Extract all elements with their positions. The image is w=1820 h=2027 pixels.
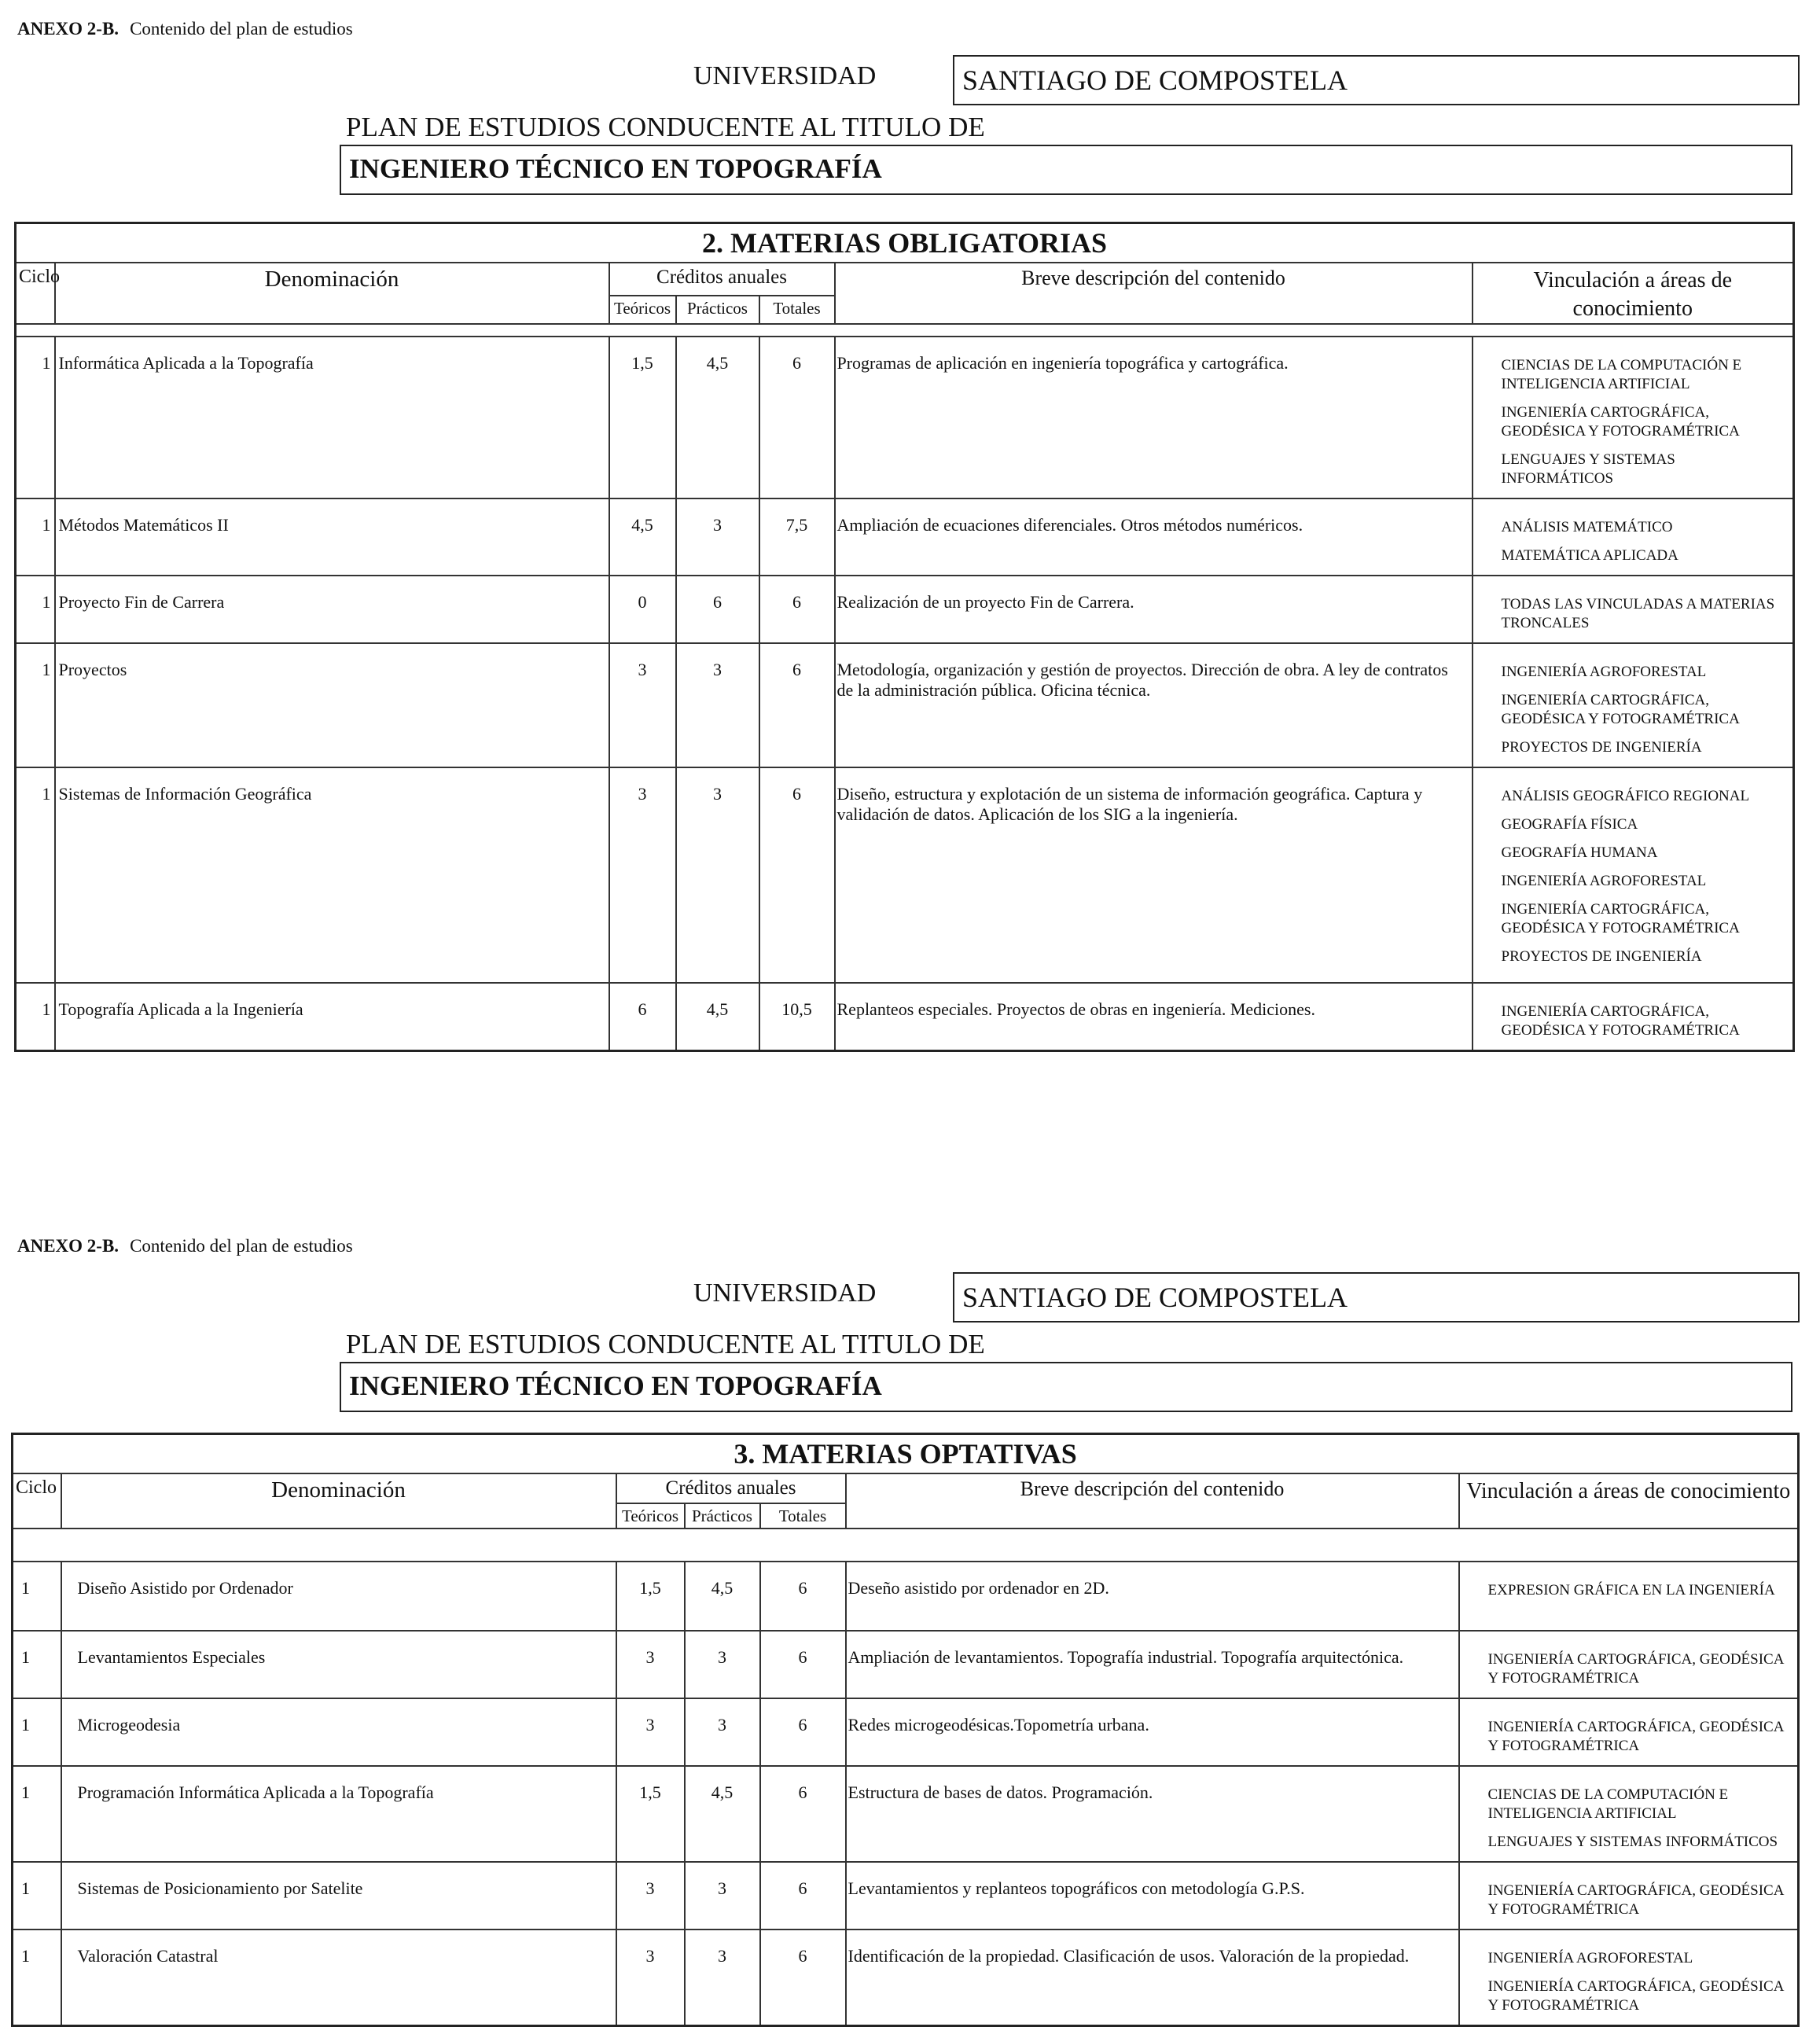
- cell-breve: Levantamientos y replanteos topográficos con metodología G.P.S.: [846, 1862, 1459, 1930]
- header-ciclo: Ciclo: [16, 263, 55, 324]
- anexo-heading: [17, 19, 353, 39]
- cell-practicos: 3: [676, 498, 759, 576]
- cell-practicos: 4,5: [676, 337, 759, 498]
- header-totales: Totales: [759, 296, 835, 324]
- cell-totales: 6: [759, 337, 835, 498]
- cell-breve: Ampliación de levantamientos. Topografía industrial. Topografía arquitectónica.: [846, 1631, 1459, 1698]
- cell-practicos: 3: [685, 1631, 760, 1698]
- cell-denominacion: Sistemas de Posicionamiento por Satelite: [61, 1862, 616, 1930]
- cell-ciclo: 1: [13, 1766, 61, 1862]
- cell-totales: 7,5: [759, 498, 835, 576]
- universidad-value: SANTIAGO DE COMPOSTELA: [953, 55, 1800, 105]
- universidad-value: SANTIAGO DE COMPOSTELA: [953, 1272, 1800, 1323]
- plan-label: PLAN DE ESTUDIOS CONDUCENTE AL TITULO DE: [346, 1329, 985, 1359]
- cell-breve: Ampliación de ecuaciones diferenciales. Otros métodos numéricos.: [835, 498, 1473, 576]
- cell-practicos: 4,5: [685, 1766, 760, 1862]
- cell-teoricos: 3: [616, 1698, 685, 1766]
- cell-denominacion: Microgeodesia: [61, 1698, 616, 1766]
- area-item: INGENIERÍA AGROFORESTAL: [1501, 873, 1707, 889]
- cell-ciclo: 1: [16, 576, 55, 643]
- area-item: ANÁLISIS GEOGRÁFICO REGIONAL: [1501, 788, 1750, 804]
- cell-breve: Deseño asistido por ordenador en 2D.: [846, 1562, 1459, 1631]
- area-item: MATEMÁTICA APLICADA: [1501, 547, 1678, 564]
- cell-totales: 6: [760, 1930, 846, 2026]
- cell-totales: 6: [759, 643, 835, 767]
- cell-denominacion: Proyectos: [55, 643, 609, 767]
- materias-table: [14, 222, 1795, 1052]
- cell-practicos: 4,5: [676, 983, 759, 1051]
- table-row: [16, 576, 1794, 643]
- header-teoricos: Teóricos: [616, 1503, 685, 1529]
- anexo-number: ANEXO 2-B.: [17, 19, 119, 39]
- header-vinculacion: Vinculación a áreas de conocimiento: [1459, 1473, 1799, 1529]
- cell-vinculacion: [1459, 1862, 1799, 1930]
- spacer-row: [13, 1529, 1799, 1562]
- cell-ciclo: 1: [16, 498, 55, 576]
- cell-vinculacion: [1473, 983, 1794, 1051]
- cell-vinculacion: [1459, 1698, 1799, 1766]
- cell-breve: Programas de aplicación en ingeniería topográfica y cartográfica.: [835, 337, 1473, 498]
- cell-totales: 6: [760, 1766, 846, 1862]
- cell-denominacion: Topografía Aplicada a la Ingeniería: [55, 983, 609, 1051]
- header-creditos: Créditos anuales: [609, 263, 835, 296]
- area-item: CIENCIAS DE LA COMPUTACIÓN E INTELIGENCIA ARTIFICIAL: [1487, 1786, 1729, 1822]
- area-item: LENGUAJES Y SISTEMAS INFORMÁTICOS: [1501, 451, 1675, 487]
- table-row: [13, 1631, 1799, 1698]
- area-item: INGENIERÍA CARTOGRÁFICA, GEODÉSICA Y FOTOGRAMÉTRICA: [1501, 404, 1740, 440]
- cell-vinculacion: [1459, 1766, 1799, 1862]
- cell-ciclo: 1: [13, 1562, 61, 1631]
- cell-teoricos: 1,5: [616, 1562, 685, 1631]
- cell-denominacion: Levantamientos Especiales: [61, 1631, 616, 1698]
- header-teoricos: Teóricos: [609, 296, 676, 324]
- table-row: [16, 643, 1794, 767]
- table-row: [13, 1766, 1799, 1862]
- cell-teoricos: 1,5: [616, 1766, 685, 1862]
- area-item: ANÁLISIS MATEMÁTICO: [1501, 519, 1673, 535]
- cell-practicos: 3: [685, 1862, 760, 1930]
- table-row: [16, 498, 1794, 576]
- header-breve: Breve descripción del contenido: [846, 1473, 1459, 1529]
- cell-denominacion: Proyecto Fin de Carrera: [55, 576, 609, 643]
- cell-practicos: 3: [676, 767, 759, 983]
- table-row: [13, 1930, 1799, 2026]
- cell-teoricos: 3: [616, 1930, 685, 2026]
- cell-teoricos: 4,5: [609, 498, 676, 576]
- cell-practicos: 3: [676, 643, 759, 767]
- cell-denominacion: Sistemas de Información Geográfica: [55, 767, 609, 983]
- area-item: INGENIERÍA CARTOGRÁFICA, GEODÉSICA Y FOTOGRAMÉTRICA: [1501, 901, 1740, 936]
- area-item: GEOGRAFÍA FÍSICA: [1501, 816, 1638, 833]
- titulo-value: INGENIERO TÉCNICO EN TOPOGRAFÍA: [340, 1362, 1792, 1412]
- header-denominacion: Denominación: [55, 263, 609, 324]
- anexo-caption: Contenido del plan de estudios: [130, 1236, 353, 1256]
- cell-vinculacion: [1473, 337, 1794, 498]
- spacer-cell: [13, 1529, 1799, 1562]
- cell-teoricos: 0: [609, 576, 676, 643]
- header-totales: Totales: [760, 1503, 846, 1529]
- cell-vinculacion: [1473, 643, 1794, 767]
- area-item: PROYECTOS DE INGENIERÍA: [1501, 948, 1702, 965]
- cell-teoricos: 3: [609, 767, 676, 983]
- anexo-number: ANEXO 2-B.: [17, 1236, 119, 1256]
- cell-breve: Metodología, organización y gestión de proyectos. Dirección de obra. A ley de contratos de la administración pública. Oficina técnica.: [835, 643, 1473, 767]
- cell-ciclo: 1: [13, 1862, 61, 1930]
- area-item: INGENIERÍA CARTOGRÁFICA, GEODÉSICA Y FOTOGRAMÉTRICA: [1487, 1882, 1784, 1918]
- area-item: GEOGRAFÍA HUMANA: [1501, 844, 1658, 861]
- cell-breve: Redes microgeodésicas.Topometría urbana.: [846, 1698, 1459, 1766]
- area-item: INGENIERÍA CARTOGRÁFICA, GEODÉSICA Y FOTOGRAMÉTRICA: [1501, 692, 1740, 727]
- universidad-label: UNIVERSIDAD: [693, 61, 877, 90]
- cell-ciclo: 1: [16, 337, 55, 498]
- cell-vinculacion: [1459, 1930, 1799, 2026]
- area-item: INGENIERÍA CARTOGRÁFICA, GEODÉSICA Y FOTOGRAMÉTRICA: [1501, 1003, 1740, 1039]
- materias-rows: [16, 324, 1794, 1051]
- table-row: [16, 983, 1794, 1051]
- cell-breve: Replanteos especiales. Proyectos de obras en ingeniería. Mediciones.: [835, 983, 1473, 1051]
- cell-totales: 10,5: [759, 983, 835, 1051]
- cell-breve: Identificación de la propiedad. Clasificación de usos. Valoración de la propiedad.: [846, 1930, 1459, 2026]
- cell-teoricos: 3: [609, 643, 676, 767]
- cell-breve: Estructura de bases de datos. Programación.: [846, 1766, 1459, 1862]
- table-row: [13, 1698, 1799, 1766]
- cell-vinculacion: [1459, 1631, 1799, 1698]
- cell-ciclo: 1: [13, 1631, 61, 1698]
- cell-totales: 6: [760, 1698, 846, 1766]
- area-item: INGENIERÍA CARTOGRÁFICA, GEODÉSICA Y FOTOGRAMÉTRICA: [1487, 1719, 1784, 1754]
- cell-denominacion: Diseño Asistido por Ordenador: [61, 1562, 616, 1631]
- cell-practicos: 3: [685, 1698, 760, 1766]
- cell-denominacion: Métodos Matemáticos II: [55, 498, 609, 576]
- materias-rows: [13, 1529, 1799, 2026]
- cell-vinculacion: [1473, 767, 1794, 983]
- area-item: INGENIERÍA AGROFORESTAL: [1501, 664, 1707, 680]
- titulo-value: INGENIERO TÉCNICO EN TOPOGRAFÍA: [340, 145, 1792, 195]
- table-row: [16, 767, 1794, 983]
- anexo-caption: Contenido del plan de estudios: [130, 19, 353, 39]
- area-item: INGENIERÍA CARTOGRÁFICA, GEODÉSICA Y FOTOGRAMÉTRICA: [1487, 1651, 1784, 1687]
- spacer-row: [16, 324, 1794, 337]
- cell-breve: Diseño, estructura y explotación de un sistema de información geográfica. Captura y validación de datos. Aplicación de los SIG a la ingeniería.: [835, 767, 1473, 983]
- table-row: [13, 1562, 1799, 1631]
- header-practicos: Prácticos: [685, 1503, 760, 1529]
- cell-ciclo: 1: [16, 983, 55, 1051]
- header-vinculacion: Vinculación a áreas de conocimiento: [1473, 263, 1794, 324]
- cell-vinculacion: [1473, 576, 1794, 643]
- cell-totales: 6: [760, 1862, 846, 1930]
- area-item: PROYECTOS DE INGENIERÍA: [1501, 739, 1702, 756]
- anexo-heading: [17, 1236, 353, 1256]
- area-item: INGENIERÍA CARTOGRÁFICA, GEODÉSICA Y FOTOGRAMÉTRICA: [1487, 1978, 1784, 2014]
- cell-teoricos: 1,5: [609, 337, 676, 498]
- area-item: LENGUAJES Y SISTEMAS INFORMÁTICOS: [1487, 1834, 1778, 1850]
- cell-ciclo: 1: [13, 1930, 61, 2026]
- cell-practicos: 3: [685, 1930, 760, 2026]
- table-row: [13, 1862, 1799, 1930]
- cell-practicos: 6: [676, 576, 759, 643]
- header-ciclo: Ciclo: [13, 1473, 61, 1529]
- area-item: EXPRESION GRÁFICA EN LA INGENIERÍA: [1487, 1582, 1775, 1598]
- cell-ciclo: 1: [16, 767, 55, 983]
- cell-totales: 6: [759, 767, 835, 983]
- header-breve: Breve descripción del contenido: [835, 263, 1473, 324]
- materias-table: [11, 1433, 1800, 2027]
- header-denominacion: Denominación: [61, 1473, 616, 1529]
- cell-denominacion: Informática Aplicada a la Topografía: [55, 337, 609, 498]
- header-practicos: Prácticos: [676, 296, 759, 324]
- cell-denominacion: Valoración Catastral: [61, 1930, 616, 2026]
- section-title: 3. MATERIAS OPTATIVAS: [13, 1434, 1799, 1474]
- cell-teoricos: 3: [616, 1862, 685, 1930]
- area-item: INGENIERÍA AGROFORESTAL: [1487, 1950, 1693, 1966]
- cell-totales: 6: [760, 1562, 846, 1631]
- section-title: 2. MATERIAS OBLIGATORIAS: [16, 223, 1794, 263]
- cell-totales: 6: [759, 576, 835, 643]
- cell-breve: Realización de un proyecto Fin de Carrera.: [835, 576, 1473, 643]
- universidad-label: UNIVERSIDAD: [693, 1278, 877, 1308]
- header-creditos: Créditos anuales: [616, 1473, 846, 1503]
- area-item: TODAS LAS VINCULADAS A MATERIAS TRONCALES: [1501, 596, 1775, 631]
- area-item: CIENCIAS DE LA COMPUTACIÓN E INTELIGENCIA ARTIFICIAL: [1501, 357, 1742, 392]
- spacer-cell: [16, 324, 1794, 337]
- cell-practicos: 4,5: [685, 1562, 760, 1631]
- cell-ciclo: 1: [16, 643, 55, 767]
- cell-vinculacion: [1473, 498, 1794, 576]
- cell-teoricos: 6: [609, 983, 676, 1051]
- cell-vinculacion: [1459, 1562, 1799, 1631]
- cell-totales: 6: [760, 1631, 846, 1698]
- cell-teoricos: 3: [616, 1631, 685, 1698]
- cell-denominacion: Programación Informática Aplicada a la Topografía: [61, 1766, 616, 1862]
- cell-ciclo: 1: [13, 1698, 61, 1766]
- table-row: [16, 337, 1794, 498]
- plan-label: PLAN DE ESTUDIOS CONDUCENTE AL TITULO DE: [346, 112, 985, 142]
